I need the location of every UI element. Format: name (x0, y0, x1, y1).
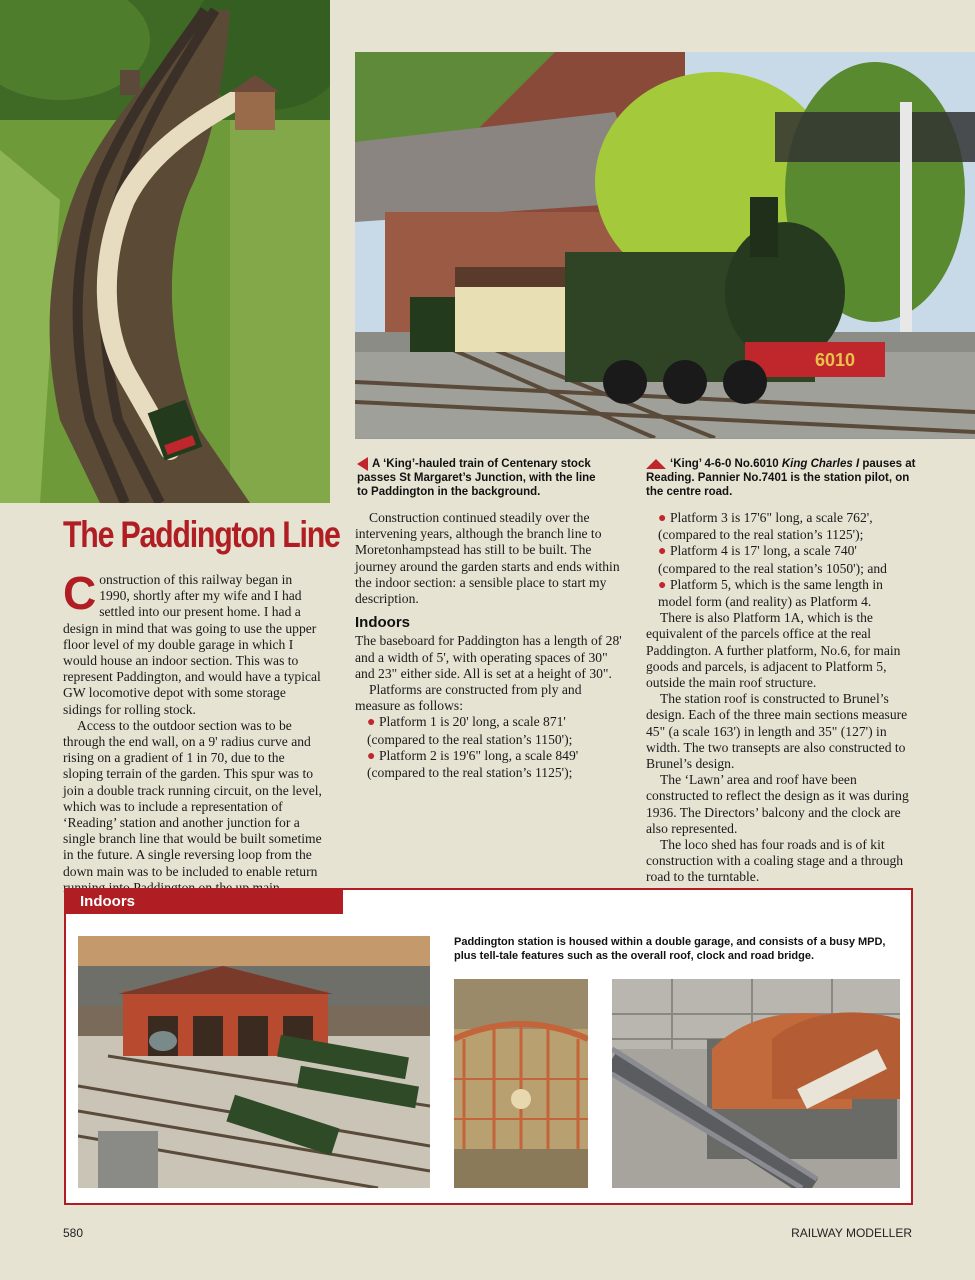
loco-name: King Charles I (781, 458, 860, 470)
paragraph-8 (646, 772, 916, 837)
paragraph-7 (646, 691, 916, 772)
paragraph-5-text: Platforms are constructed from ply and measure as follows: (355, 682, 582, 714)
page-number: 580 (63, 1226, 84, 1240)
article-column-2 (355, 510, 623, 781)
paragraph-9-text: The loco shed has four roads and is of kit construction with a coaling stage and a through road to the turntable. (646, 837, 904, 885)
bullet-text: Platform 1 is 20' long, a scale 871' (compared to the real station’s 1150'); (367, 714, 573, 747)
station-roof-closeup-photo (454, 979, 588, 1188)
platform-bullet (646, 543, 916, 576)
platform-bullet (646, 577, 916, 610)
article-title: The Paddington Line (63, 514, 340, 555)
paragraph-1 (63, 567, 325, 718)
magazine-name: RAILWAY MODELLER (791, 1226, 912, 1240)
paragraph-4 (355, 633, 623, 682)
paragraph-6-text: There is also Platform 1A, which is the equivalent of the parcels office at the real Paddington. A further platform, No.6, for main goods and parcels, is adjacent to Platform 5, outside the main roof structure. (646, 610, 901, 691)
article-column-1 (63, 567, 325, 896)
paragraph-1-text: onstruction of this railway began in 1990, shortly after my wife and I had settled into our present home. I had a design in mind that was going to use the upper floor level of my double garage in which I would house an indoor section. This was to represent Paddington, and would have a typical GW locomotive depot with some storage sidings for rolling stock. (63, 572, 321, 717)
indoors-panel (64, 888, 913, 1205)
paragraph-4-text: The baseboard for Paddington has a length of 28' and a width of 5', with operating spaces of 30" and 23" either side. All is set at a height of 30". (355, 633, 622, 681)
paragraph-2 (63, 718, 325, 896)
paragraph-7-text: The station roof is constructed to Brunel’s design. Each of the three main sections measure 45" (a scale 163') in length and 35" (127') in width. The two transepts are also constructed to Brunel’s design. (646, 691, 908, 772)
up-pointer-icon (646, 459, 666, 469)
bullet-icon: ● (658, 544, 667, 560)
indoors-subhead: Indoors (355, 614, 410, 632)
platform-bullet (355, 748, 623, 781)
paragraph-6 (646, 610, 916, 691)
loco-number-plate: 6010 (815, 350, 856, 370)
left-pointer-icon (357, 457, 368, 471)
platform-bullet (646, 510, 916, 543)
bullet-text: Platform 4 is 17' long, a scale 740' (compared to the real station’s 1050'); and (658, 543, 887, 576)
bullet-text: Platform 2 is 19'6" long, a scale 849' (compared to the real station’s 1125'); (367, 747, 579, 781)
right-photo-caption (646, 457, 916, 499)
garden-railway-photo (0, 0, 330, 503)
paragraph-8-text: The ‘Lawn’ area and roof have been constructed to reflect the design as it was during 1936. The Directors’ balcony and the clock are also represented. (646, 772, 909, 836)
right-caption-suffix: pauses at Reading. Pannier No.7401 is the station pilot, on the centre road. (646, 458, 916, 498)
bullet-icon: ● (658, 511, 667, 526)
paragraph-2-text: Access to the outdoor section was to be through the end wall, on a 9' radius curve and rising on a gradient of 1 in 70, due to the sloping terrain of the garden. This spur was to join a double track running circuit, on the level, which was to include a representation of ‘Reading’ station and another junction for a single branch line that would be built sometime in the future. A single reversing loop from the down main was to be included to enable return (63, 717, 322, 879)
right-caption-prefix: ‘King’ 4-6-0 No.6010 (670, 458, 782, 470)
bullet-icon: ● (367, 748, 376, 764)
station-overall-roof-photo (612, 979, 900, 1188)
article-column-3 (646, 510, 916, 886)
bullet-text: Platform 3 is 17'6" long, a scale 762', (compared to the real station’s 1125'); (658, 510, 873, 543)
bullet-icon: ● (658, 577, 667, 593)
left-photo-caption (357, 457, 607, 499)
paragraph-3-text: Construction continued steadily over the intervening years, although the branch line to Moretonhampstead has still to be built. The journey around the garden starts and ends within the indoor section: a sensible place to start my description. (355, 510, 620, 607)
indoors-panel-caption: Paddington station is housed within a double garage, and consists of a busy MPD, plus tell-tale features such as the overall roof, clock and road bridge. (454, 936, 886, 962)
platform-bullet (355, 714, 623, 747)
paragraph-3 (355, 510, 623, 607)
indoors-panel-title: Indoors (66, 890, 343, 914)
drop-cap: C (63, 567, 97, 619)
bullet-icon: ● (367, 715, 376, 731)
bullet-text: Platform 5, which is the same length in model form (and reality) as Platform 4. (658, 576, 883, 610)
paragraph-5 (355, 682, 623, 714)
left-caption-text: A ‘King’-hauled train of Centenary stock passes St Margaret’s Junction, with the line to Paddington in the background. (357, 458, 596, 499)
loco-shed-photo (78, 936, 430, 1188)
king-locomotive-photo (355, 52, 975, 439)
paragraph-9 (646, 837, 916, 886)
